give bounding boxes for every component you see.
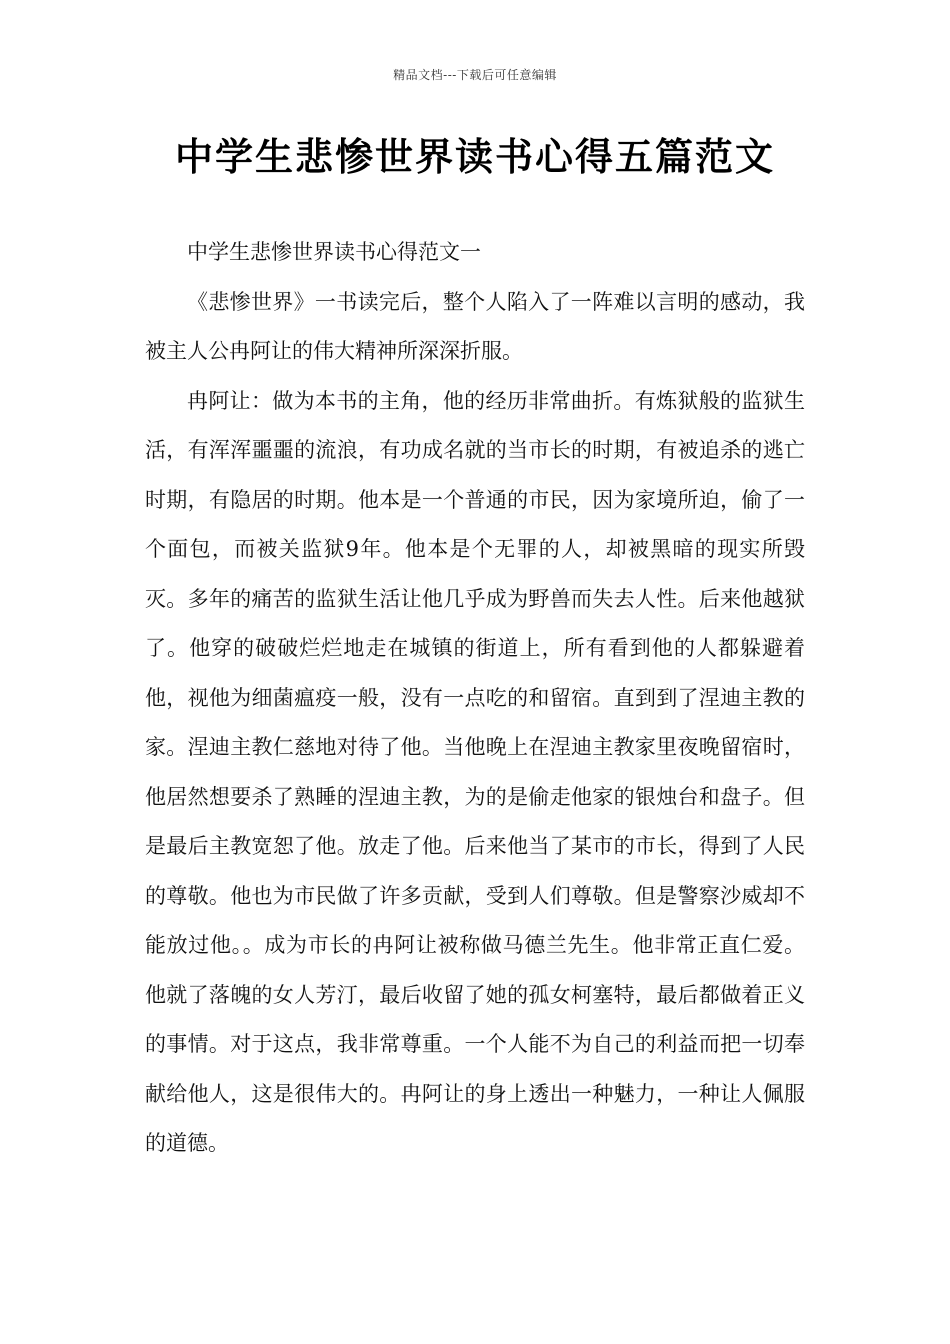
header-note: 精品文档---下载后可任意编辑 xyxy=(393,68,557,82)
section-heading: 中学生悲惨世界读书心得范文一 xyxy=(187,240,481,264)
paragraph: 《悲惨世界》一书读完后，整个人陷入了一阵难以言明的感动，我被主人公冉阿让的伟大精神所深深折服。 xyxy=(145,289,805,363)
document-body xyxy=(145,228,805,1169)
document-title: 中学生悲惨世界读书心得五篇范文 xyxy=(174,134,775,179)
paragraph: 冉阿让：做为本书的主角，他的经历非常曲折。有炼狱般的监狱生活，有浑浑噩噩的流浪，有功成名就的当市长的时期，有被追杀的逃亡时期，有隐居的时期。他本是一个普通的市民，因为家境所迫，偷了一个面包，而被关监狱9年。他本是个无罪的人，却被黑暗的现实所毁灭。多年的痛苦的监狱生活让他几乎成为野兽而失去人性。后来他越狱了。他穿的破破烂烂地走在城镇的街道上，所有看到他的人都躲避着他，视他为细菌瘟疫一般，没有一点吃的和留宿。直到到了涅迪主教的家。涅迪主教仁慈地对待了他。当他晚上在涅迪主教家里夜晚留宿时，他居然想要杀了熟睡的涅迪主教，为的是偷走他家的银烛台和盘子。但是最后主教宽恕了他。放走了他。后来他当了某市的市长，得到了人民的尊敬。他也为市民做了许多贡献，受到人们尊敬。但是警察沙威却不能放过他。。成为市长的冉阿让被称做马德兰先生。他非常正直仁爱。他就了落魄的女人芳汀，最后收留了她的孤女柯塞特，最后都做着正义的事情。对于这点，我非常尊重。一个人能不为自己的利益而把一切奉献给他人，这是很伟大的。冉阿让的身上透出一种魅力，一种让人佩服的道德。 xyxy=(145,388,805,1155)
